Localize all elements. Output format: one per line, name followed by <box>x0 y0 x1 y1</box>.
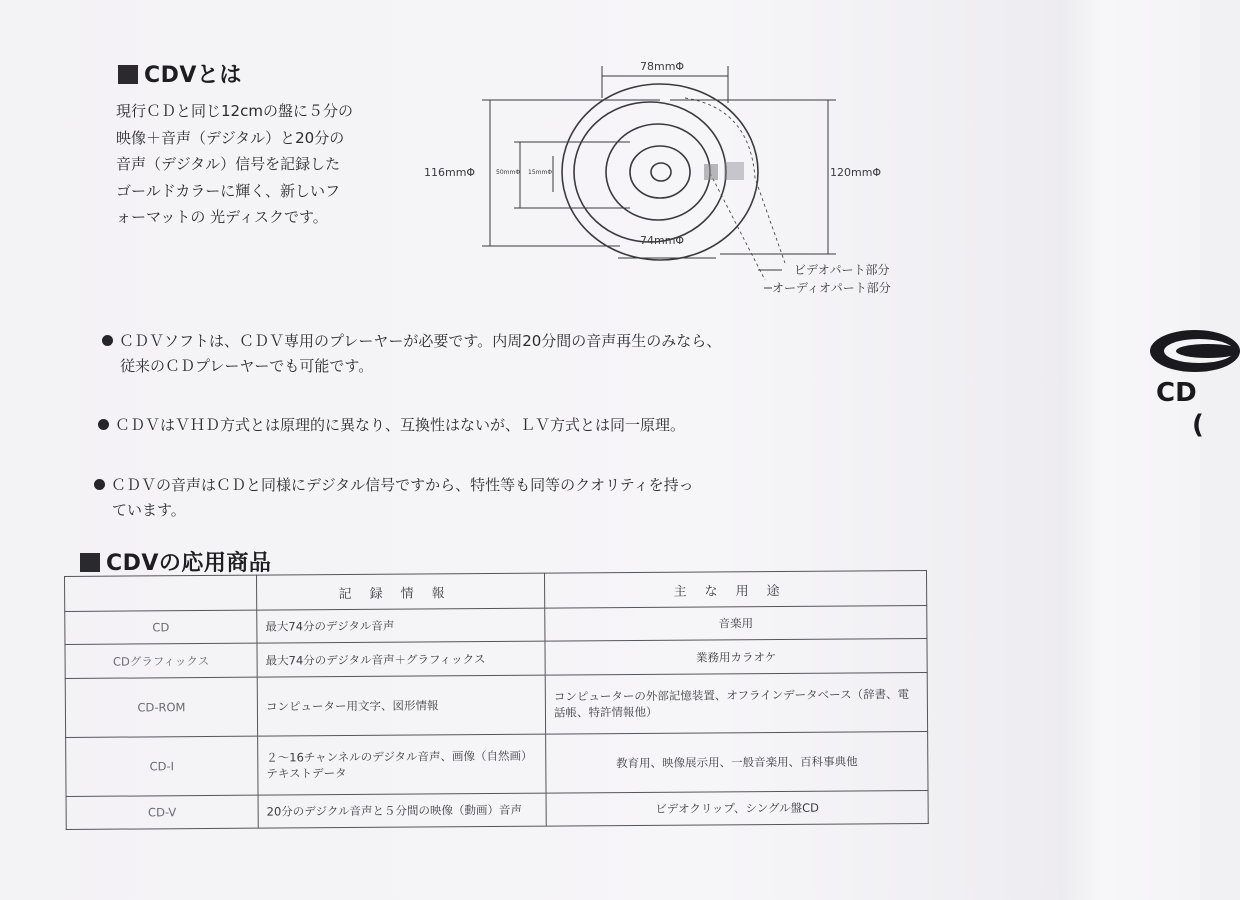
main-use: コンピューターの外部記憶装置、オフラインデータベース（辞書、電話帳、特許情報他） <box>545 672 927 734</box>
square-bullet-icon <box>80 553 100 572</box>
column-header: 主な用途 <box>544 570 926 608</box>
bullet-dot-icon <box>94 479 105 490</box>
intro-paragraph <box>116 98 436 231</box>
section-heading-cdv: CDVとは <box>118 58 242 89</box>
product-name: CDグラフィックス <box>65 644 257 679</box>
record-info: コンピューター用文字、図形情報 <box>257 675 545 736</box>
main-use: 教育用、映像展示用、一般音楽用、百科事典他 <box>546 731 928 793</box>
main-use: 音楽用 <box>545 605 927 641</box>
label-video-part: ビデオパート部分 <box>794 263 890 277</box>
intro-line: 映像＋音声（デジタル）と20分の <box>116 128 345 147</box>
record-info: 最大74分のデジタル音声 <box>257 608 545 643</box>
bullet-item: ＣＤＶソフトは、ＣＤＶ専用のプレーヤーが必要です。内周20分間の音声再生のみなら、 従来のＣＤプレーヤーでも可能です。 <box>102 329 721 379</box>
disc-center-hole <box>651 163 671 181</box>
dim-label-116mm: 116mmΦ <box>424 166 476 179</box>
product-name: CD-V <box>66 795 258 830</box>
product-name: CD-ROM <box>65 677 257 737</box>
logo-text: CD <box>1156 378 1197 408</box>
disc-video-area <box>574 102 726 242</box>
bullet-dot-icon <box>98 419 109 430</box>
main-use: 業務用カラオケ <box>545 639 927 675</box>
product-name: CD <box>65 610 257 645</box>
disc-audio-area <box>606 124 710 220</box>
product-name: CD-I <box>66 736 258 796</box>
facing-page <box>1060 0 1200 900</box>
dashed-leader-line <box>685 98 785 263</box>
applications-table <box>64 570 929 830</box>
intro-line: 音声（デジタル）信号を記録した <box>116 155 341 173</box>
table-header-row <box>65 570 927 611</box>
intro-line: ォーマットの 光ディスクです。 <box>116 208 328 226</box>
disc-diagram <box>420 48 940 308</box>
bullet-item: ＣＤＶはＶＨＤ方式とは原理的に異なり、互換性はないが、ＬＶ方式とは同一原理。 <box>98 413 685 438</box>
square-bullet-icon <box>118 65 138 84</box>
bullet-item: ＣＤＶの音声はＣＤと同様にデジタル信号ですから、特性等も同等のクオリティを持っ ています。 <box>94 473 694 523</box>
main-use: ビデオクリップ、シングル盤CD <box>546 790 928 826</box>
table-row <box>65 672 927 737</box>
table-row <box>66 731 928 796</box>
logo-text-2: ( <box>1192 410 1204 440</box>
dim-label-78mm: 78mmΦ <box>640 60 685 73</box>
dim-label-74mm: 74mmΦ <box>640 234 685 247</box>
label-audio-part: オーディオパート部分 <box>772 281 891 295</box>
disc-inner-ring <box>630 146 690 198</box>
column-header <box>65 575 257 611</box>
section-heading-applications: CDVの応用商品 <box>80 546 271 577</box>
intro-line: 現行ＣＤと同じ12cmの盤に５分の <box>116 102 353 120</box>
intro-line: ゴールドカラーに輝く、新しいフ <box>116 181 340 200</box>
dim-label-15mm: 15mmΦ <box>528 169 553 176</box>
column-header: 記録情報 <box>256 573 544 610</box>
hatched-region <box>704 162 744 180</box>
table-row <box>66 790 928 829</box>
dim-label-50mm: 50mmΦ <box>496 169 521 176</box>
dim-label-120mm: 120mmΦ <box>830 166 882 179</box>
record-info: 最大74分のデジタル音声＋グラフィックス <box>257 642 545 677</box>
record-info: 20分のデジクル音声と５分間の映像（動画）音声 <box>258 793 546 828</box>
record-info: ２～16チャンネルのデジタル音声、画像（自然画）テキストデータ <box>258 734 546 795</box>
bullet-dot-icon <box>102 335 113 346</box>
